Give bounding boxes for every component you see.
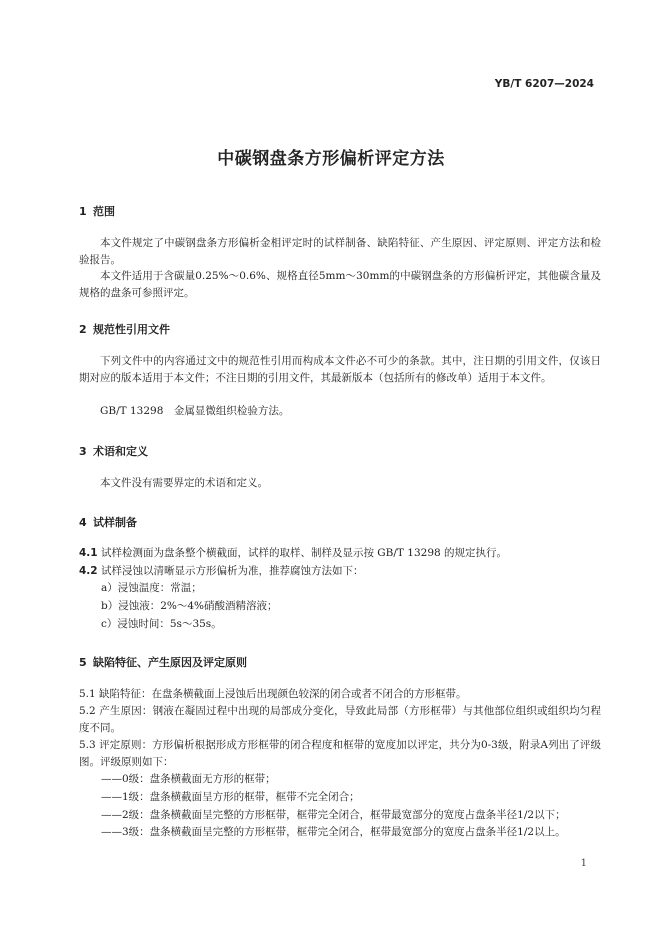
section-title: 试样制备 — [93, 516, 137, 529]
section-1-paragraph-2: 本文件适用于含碳量0.25%～0.6%、规格直径5mm～30mm的中碳钢盘条的方形偏析评定，其他碳含量及规格的盘条可参照评定。 — [79, 270, 601, 299]
clause-5-1: 5.1 缺陷特征：在盘条横截面上浸蚀后出现颜色较深的闭合或者不闭合的方形框带。 — [79, 688, 467, 700]
section-number: 5 — [79, 656, 87, 669]
section-4-heading — [79, 514, 137, 530]
section-title: 规范性引用文件 — [93, 323, 170, 336]
section-title: 术语和定义 — [93, 445, 148, 458]
grade-item: ——3级：盘条横截面呈完整的方形框带，框带完全闭合，框带最宽部分的宽度占盘条半径1/2以上。 — [101, 826, 566, 838]
section-title: 范围 — [93, 205, 115, 218]
standard-code: YB/T 6207—2024 — [494, 78, 594, 90]
clause-text: 试样浸蚀以清晰显示方形偏析为准，推荐腐蚀方法如下： — [100, 565, 364, 577]
page-number: 1 — [580, 858, 587, 869]
section-number: 1 — [79, 205, 87, 218]
grade-item: ——0级：盘条横截面无方形的框带； — [101, 773, 276, 785]
section-1-heading — [79, 203, 115, 219]
clause-number: 4.1 — [79, 547, 98, 559]
clause-5-3: 5.3 评定原则：方形偏析根据形成方形框带的闭合程度和框带的宽度加以评定，共分为0-3级，附录A列出了评级图。评级原则如下： — [79, 739, 601, 768]
clause-5-2: 5.2 产生原因：钢液在凝固过程中出现的局部成分变化，导致此局部（方形框带）与其他部位组织或组织均匀程度不同。 — [79, 705, 601, 734]
clause-4-1 — [79, 545, 507, 562]
section-2-paragraph-1: 下列文件中的内容通过文中的规范性引用而构成本文件必不可少的条款。其中，注日期的引用文件，仅该日期对应的版本适用于本文件；不注日期的引用文件，其最新版本（包括所有的修改单）适用于本文件。 — [79, 355, 601, 384]
section-3-heading — [79, 443, 148, 459]
list-item: b）浸蚀液：2%～4%硝酸酒精溶液； — [101, 600, 278, 612]
clause-4-2 — [79, 563, 363, 580]
section-3-paragraph-1: 本文件没有需要界定的术语和定义。 — [100, 477, 268, 489]
normative-reference: GB/T 13298 金属显微组织检验方法。 — [100, 405, 290, 417]
section-1-paragraph-1: 本文件规定了中碳钢盘条方形偏析金相评定时的试样制备、缺陷特征、产生原因、评定原则、评定方法和检验报告。 — [79, 237, 601, 266]
list-item: a）浸蚀温度：常温； — [101, 582, 202, 594]
list-item: c）浸蚀时间：5s～35s。 — [101, 618, 222, 630]
section-number: 3 — [79, 445, 87, 458]
grade-item: ——2级：盘条横截面呈完整的方形框带，框带完全闭合，框带最宽部分的宽度占盘条半径1/2以下； — [101, 809, 566, 821]
section-number: 4 — [79, 516, 87, 529]
document-title: 中碳钢盘条方形偏析评定方法 — [217, 149, 445, 169]
clause-number: 4.2 — [79, 565, 98, 577]
grade-item: ——1级：盘条横截面呈方形的框带，框带不完全闭合； — [101, 791, 360, 803]
section-number: 2 — [79, 323, 87, 336]
section-2-heading — [79, 321, 170, 337]
section-5-heading — [79, 654, 247, 670]
clause-text: 试样检测面为盘条整个横截面，试样的取样、制样及显示按 GB/T 13298 的规定执行。 — [100, 547, 508, 559]
section-title: 缺陷特征、产生原因及评定原则 — [93, 656, 247, 669]
